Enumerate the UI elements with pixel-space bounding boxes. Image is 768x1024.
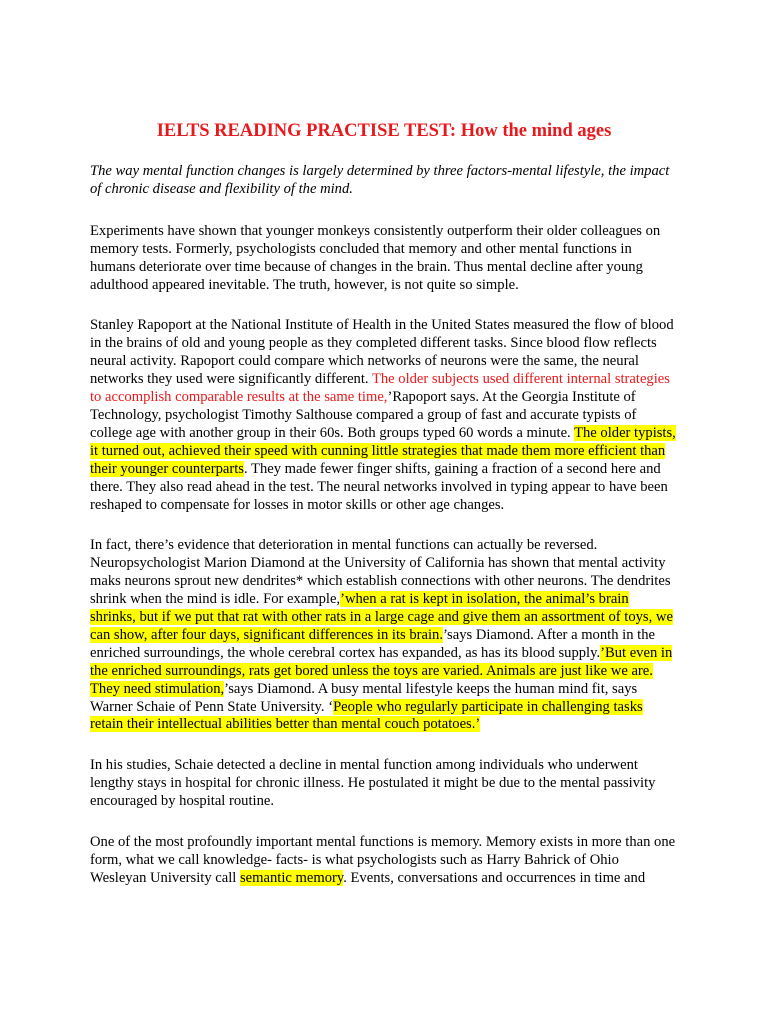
paragraph-2	[90, 317, 678, 514]
document-page	[90, 119, 678, 888]
paragraph-3	[90, 537, 678, 734]
highlighted-text: ’But even in the enriched surroundings, rats get bored unless the toys are varied. Animals are just like we are. They need stimulation,	[90, 644, 673, 697]
paragraph-1: Experiments have shown that younger monkeys consistently outperform their older colleagues on memory tests. Formerly, psychologists concluded that memory and other mental functions in humans deteriorate over time because of changes in the brain. Thus mental decline after young adulthood appeared inevitable. The truth, however, is not quite so simple.	[90, 222, 661, 293]
intro-paragraph: The way mental function changes is largely determined by three factors-mental lifestyle, the impact of chronic disease and flexibility of the mind.	[90, 163, 670, 197]
document-title: IELTS READING PRACTISE TEST: How the mind ages	[156, 121, 612, 141]
red-quote: The older subjects used different internal strategies to accomplish comparable results at the same time,	[90, 371, 670, 406]
paragraph-2-text: Stanley Rapoport at the National Institute of Health in the United States measured the flow of blood in the brains of old and young people as they completed different tasks. Since blood flow reflects neural activity. Rapoport could compare which networks of neurons were the same, the neural networks they used were significantly different.	[90, 317, 674, 388]
paragraph-5-text: . Events, conversations and occurrences in time and	[343, 869, 646, 886]
highlighted-text: semantic memory	[240, 869, 344, 886]
highlighted-text: The older typists, it turned out, achieved their speed with cunning little strategies that made them more efficient than their younger counterparts	[90, 424, 676, 477]
paragraph-5	[90, 834, 678, 888]
paragraph-3-text: ’says Diamond. A busy mental lifestyle keeps the human mind fit, says Warner Schaie of Penn State University. ‘	[90, 680, 638, 715]
highlighted-text: People who regularly participate in challenging tasks retain their intellectual abilities better than mental couch potatoes.’	[90, 698, 643, 733]
highlighted-text: ’when a rat is kept in isolation, the animal’s brain shrinks, but if we put that rat with other rats in a large cage and give them an assortment of toys, we can show, after four days, significant differences in its brain.	[90, 591, 673, 643]
paragraph-3-text: In fact, there’s evidence that deterioration in mental functions can actually be reversed. Neuropsychologist Marion Diamond at the University of California has shown that mental activity maks neurons sprout new dendrites* which establish connections with other neurons. The dendrites shrink when the mind is idle. For example,	[90, 537, 671, 608]
paragraph-4: In his studies, Schaie detected a decline in mental function among individuals who underwent lengthy stays in hospital for chronic illness. He postulated it might be due to the mental passivity encouraged by hospital routine.	[90, 757, 656, 810]
paragraph-2-text: ’Rapoport says. At the Georgia Institute of Technology, psychologist Timothy Salthouse compared a group of fast and accurate typists of college age with another group in their 60s. Both groups typed 60 words a minute.	[90, 389, 637, 441]
paragraph-5-text: One of the most profoundly important mental functions is memory. Memory exists in more than one form, what we call knowledge- facts- is what psychologists such as Harry Bahrick of Ohio Wesleyan University call	[90, 834, 676, 886]
paragraph-3-text: ’says Diamond. After a month in the enriched surroundings, the whole cerebral cortex has expanded, as has its blood supply.	[90, 626, 655, 661]
paragraph-2-text: . They made fewer finger shifts, gaining a fraction of a second here and there. They also read ahead in the test. The neural networks involved in typing appear to have been reshaped to compensate for losses in motor skills or other age changes.	[90, 460, 668, 513]
